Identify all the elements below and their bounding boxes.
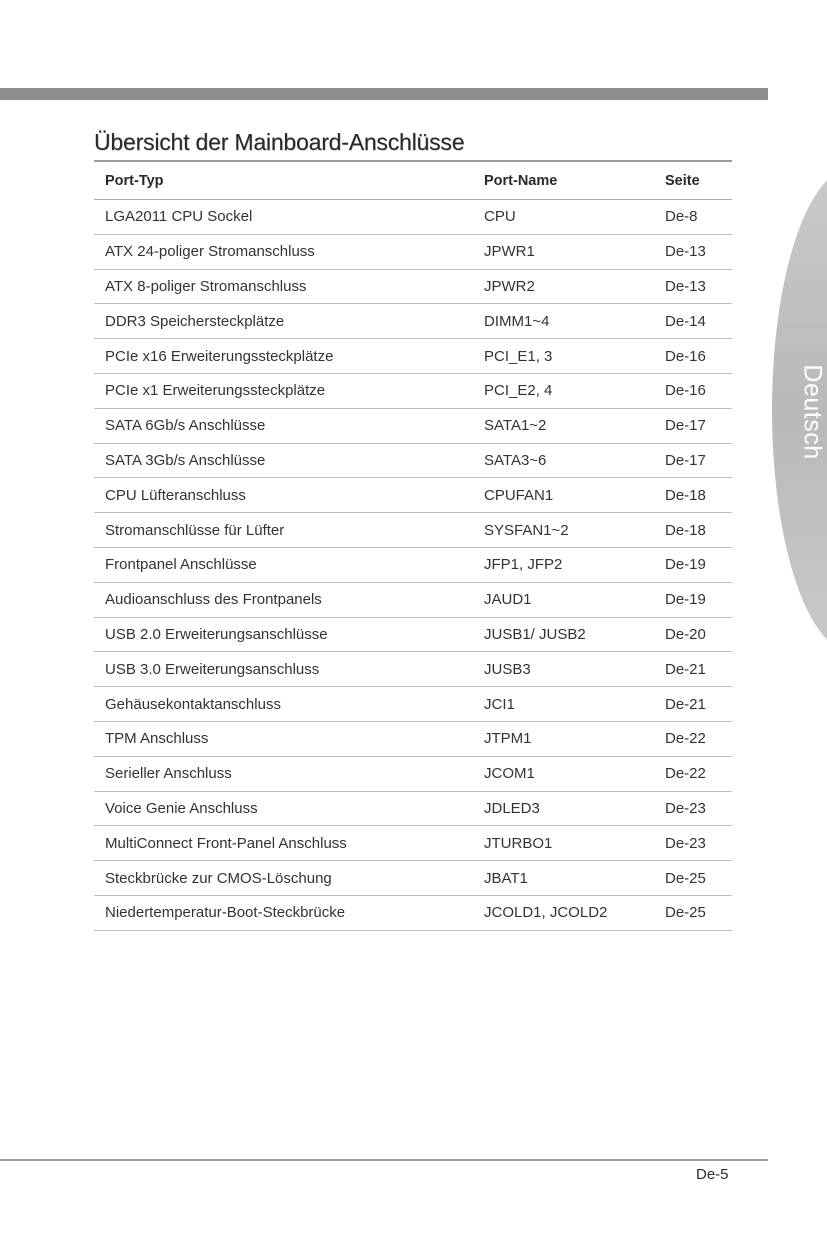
port-type-cell: PCIe x1 Erweiterungssteckplätze <box>105 382 326 400</box>
page-cell: De-22 <box>665 765 706 783</box>
header-page: Seite <box>665 172 700 189</box>
table-row <box>94 270 732 305</box>
header-port-name: Port-Name <box>484 172 558 189</box>
table-row <box>94 896 732 931</box>
table-row <box>94 792 732 827</box>
page-cell: De-21 <box>665 660 706 678</box>
table-row <box>94 652 732 687</box>
port-type-cell: Audioanschluss des Frontpanels <box>105 591 322 609</box>
port-name-cell: PCI_E1, 3 <box>484 347 553 365</box>
page-cell: De-19 <box>665 591 706 609</box>
page-number: De-5 <box>696 1166 729 1183</box>
table-row <box>94 444 732 479</box>
page-cell: De-25 <box>665 904 706 922</box>
page-cell: De-22 <box>665 730 706 748</box>
page-cell: De-21 <box>665 695 706 713</box>
table-row <box>94 235 732 270</box>
page-cell: De-23 <box>665 834 706 852</box>
port-name-cell: JDLED3 <box>484 799 540 817</box>
port-name-cell: JFP1, JFP2 <box>484 556 563 574</box>
page-cell: De-18 <box>665 521 706 539</box>
port-type-cell: USB 3.0 Erweiterungsanschluss <box>105 660 320 678</box>
table-header-row <box>94 162 732 200</box>
port-type-cell: SATA 6Gb/s Anschlüsse <box>105 417 266 435</box>
port-name-cell: CPU <box>484 208 516 226</box>
port-type-cell: Steckbrücke zur CMOS-Löschung <box>105 869 332 887</box>
table-row <box>94 374 732 409</box>
page-cell: De-17 <box>665 451 706 469</box>
port-name-cell: JCOLD1, JCOLD2 <box>484 904 608 922</box>
table-row <box>94 687 732 722</box>
page-cell: De-16 <box>665 347 706 365</box>
port-type-cell: Frontpanel Anschlüsse <box>105 556 257 574</box>
page-cell: De-17 <box>665 417 706 435</box>
port-type-cell: Voice Genie Anschluss <box>105 799 258 817</box>
port-name-cell: JBAT1 <box>484 869 528 887</box>
language-tab-label: Deutsch <box>798 364 827 460</box>
page-cell: De-20 <box>665 625 706 643</box>
table-row <box>94 548 732 583</box>
port-type-cell: Serieller Anschluss <box>105 765 232 783</box>
page-cell: De-16 <box>665 382 706 400</box>
port-name-cell: SATA1~2 <box>484 417 547 435</box>
page-cell: De-19 <box>665 556 706 574</box>
port-type-cell: DDR3 Speichersteckplätze <box>105 312 285 330</box>
header-port-type: Port-Typ <box>105 172 164 189</box>
port-type-cell: SATA 3Gb/s Anschlüsse <box>105 451 266 469</box>
page-cell: De-23 <box>665 799 706 817</box>
port-name-cell: SATA3~6 <box>484 451 547 469</box>
page-cell: De-13 <box>665 277 706 295</box>
port-name-cell: JUSB3 <box>484 660 531 678</box>
port-name-cell: JTPM1 <box>484 730 532 748</box>
port-name-cell: JCI1 <box>484 695 515 713</box>
port-type-cell: Stromanschlüsse für Lüfter <box>105 521 285 539</box>
footer-divider <box>0 1159 768 1161</box>
page-cell: De-8 <box>665 208 698 226</box>
port-name-cell: JPWR2 <box>484 277 535 295</box>
page-cell: De-14 <box>665 312 706 330</box>
port-type-cell: TPM Anschluss <box>105 730 209 748</box>
port-name-cell: JPWR1 <box>484 243 535 261</box>
table-row <box>94 618 732 653</box>
table-row <box>94 200 732 235</box>
table-row <box>94 826 732 861</box>
port-type-cell: Niedertemperatur-Boot-Steckbrücke <box>105 904 346 922</box>
port-type-cell: Gehäusekontaktanschluss <box>105 695 281 713</box>
table-row <box>94 861 732 896</box>
table-row <box>94 304 732 339</box>
page-cell: De-25 <box>665 869 706 887</box>
page-title: Übersicht der Mainboard-Anschlüsse <box>94 129 465 155</box>
page-cell: De-18 <box>665 486 706 504</box>
table-row <box>94 757 732 792</box>
page-cell: De-13 <box>665 243 706 261</box>
table-row <box>94 722 732 757</box>
port-name-cell: JUSB1/ JUSB2 <box>484 625 586 643</box>
port-type-cell: ATX 24-poliger Stromanschluss <box>105 243 315 261</box>
table-row <box>94 583 732 618</box>
port-name-cell: JTURBO1 <box>484 834 553 852</box>
port-type-cell: MultiConnect Front-Panel Anschluss <box>105 834 347 852</box>
port-name-cell: JCOM1 <box>484 765 535 783</box>
table-row <box>94 339 732 374</box>
port-type-cell: ATX 8-poliger Stromanschluss <box>105 277 307 295</box>
port-name-cell: JAUD1 <box>484 591 532 609</box>
port-name-cell: SYSFAN1~2 <box>484 521 569 539</box>
port-type-cell: LGA2011 CPU Sockel <box>105 208 253 226</box>
port-type-cell: USB 2.0 Erweiterungsanschlüsse <box>105 625 328 643</box>
port-type-cell: PCIe x16 Erweiterungssteckplätze <box>105 347 334 365</box>
table-row <box>94 513 732 548</box>
header-bar <box>0 88 768 100</box>
table-row <box>94 409 732 444</box>
port-name-cell: CPUFAN1 <box>484 486 554 504</box>
port-type-cell: CPU Lüfteranschluss <box>105 486 246 504</box>
port-name-cell: PCI_E2, 4 <box>484 382 553 400</box>
port-name-cell: DIMM1~4 <box>484 312 550 330</box>
ports-table <box>94 162 732 931</box>
table-row <box>94 478 732 513</box>
